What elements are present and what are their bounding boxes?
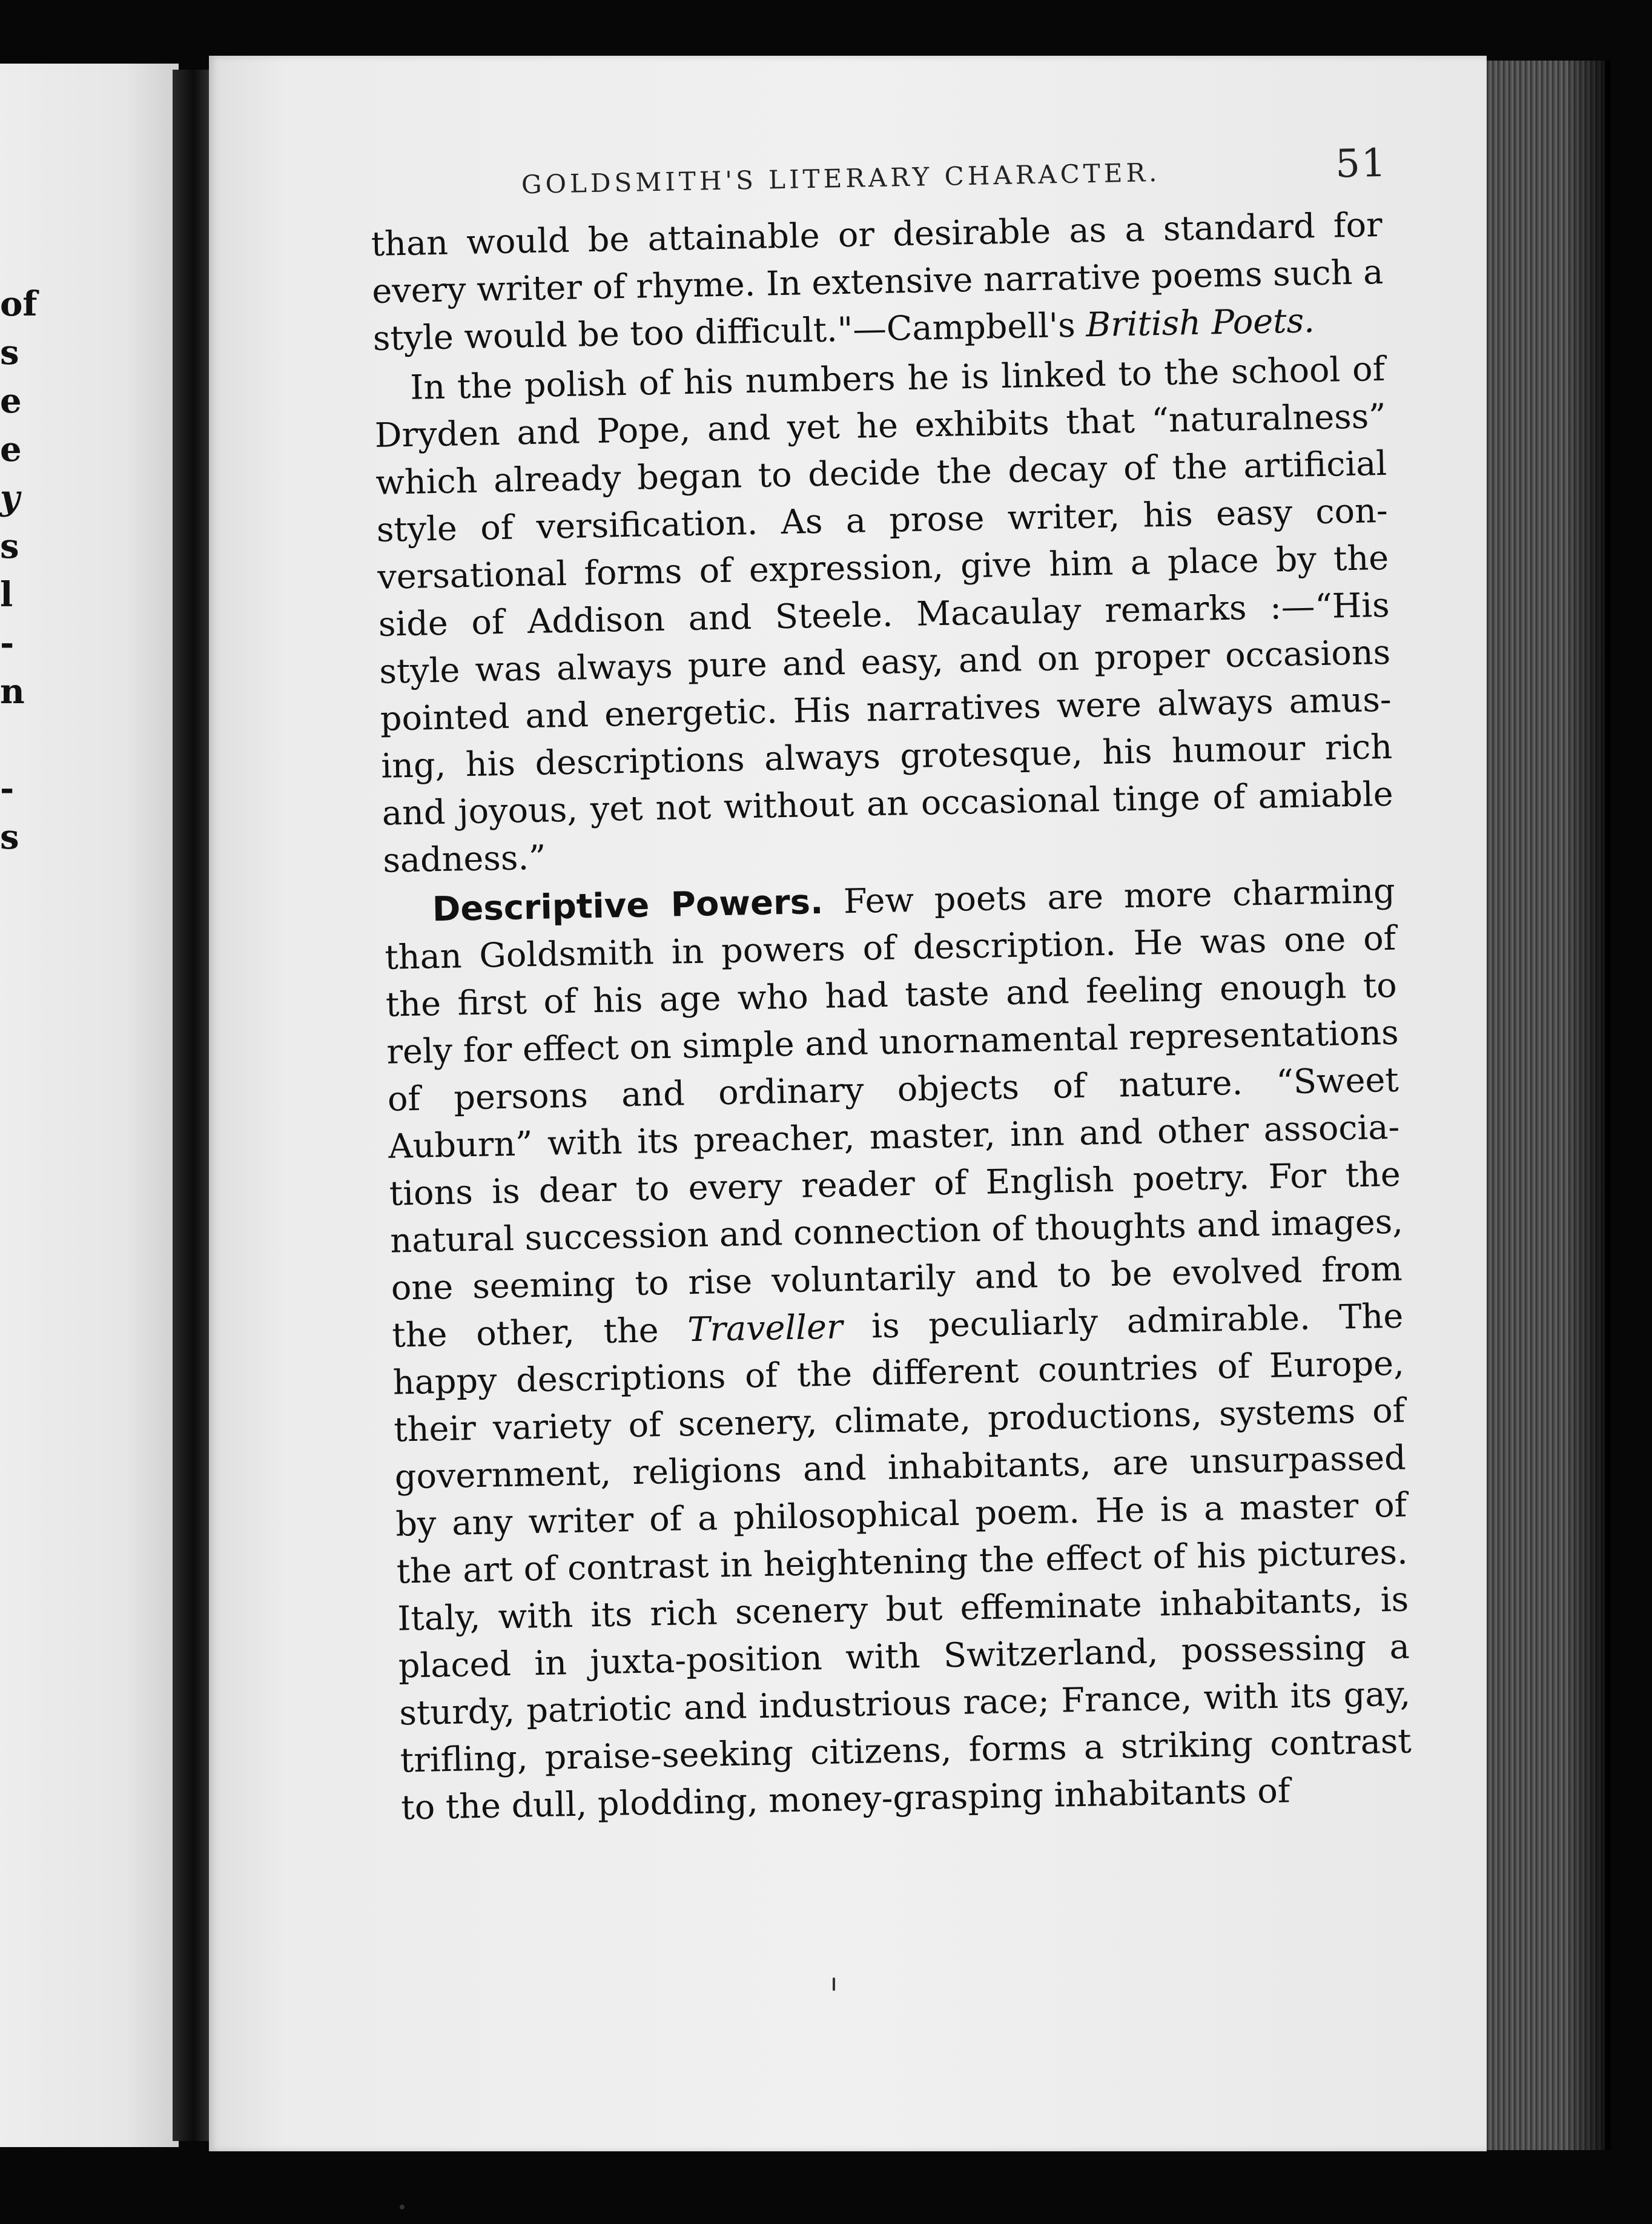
text-line: Auburn” with its preacher, master, inn and other associa-: [388, 1107, 1400, 1167]
fragment: e: [0, 381, 22, 421]
fragment: y: [0, 478, 20, 518]
text-line: happy descriptions of the different countries of Europe,: [392, 1343, 1405, 1403]
text-line: ing, his descriptions always grotesque, his humour rich: [380, 727, 1393, 786]
paragraph: [371, 202, 1384, 363]
text-line: versational forms of expression, give him a place by the: [377, 538, 1389, 597]
fragment: s: [0, 526, 19, 566]
text-line: pointed and energetic. His narratives were always amus-: [380, 680, 1392, 739]
page-text-block: [369, 135, 1413, 1835]
paragraph: [374, 346, 1395, 885]
fragment: -: [0, 769, 15, 809]
text-line: the art of contrast in heightening the effect of his pictures.: [396, 1532, 1409, 1592]
fragment: s: [0, 817, 19, 857]
fragment: of: [0, 284, 38, 324]
text-line: Dryden and Pope, and yet he exhibits that “naturalness”: [374, 396, 1387, 455]
text-line: and joyous, yet not without an occasional tinge of amiable: [382, 774, 1394, 833]
text-line: the first of his age who had taste and feeling enough to: [385, 965, 1398, 1025]
text-line: every writer of rhyme. In extensive narrative poems such a: [371, 252, 1384, 311]
left-page-edge: [0, 64, 179, 2147]
text-line: their variety of scenery, climate, productions, systems of: [393, 1391, 1406, 1450]
text-line: sturdy, patriotic and industrious race; France, with its gay,: [398, 1674, 1411, 1733]
page-edges-shadow: [1568, 61, 1611, 2150]
left-page-text-fragments: [0, 280, 38, 861]
italic-title: Traveller: [687, 1307, 844, 1350]
text-line: placed in juxta-position with Switzerland, possessing a: [398, 1627, 1410, 1686]
fragment: n: [0, 672, 25, 712]
text-line: In the polish of his numbers he is linked to the school of: [409, 349, 1386, 408]
paragraph: [383, 868, 1413, 1832]
body-text: [371, 202, 1413, 1835]
text-line: trifling, praise-seeking citizens, forms a striking contrast: [400, 1721, 1412, 1781]
fragment: e: [0, 429, 22, 469]
text-line: style of versification. As a prose writer, his easy con-: [376, 491, 1389, 550]
text-line: sadness.”: [382, 838, 547, 881]
text-line: the other, the Traveller is peculiarly admirable. The: [391, 1296, 1404, 1355]
text-line: Italy, with its rich scenery but effeminate inhabitants, is: [397, 1580, 1409, 1639]
fragment: [0, 716, 24, 764]
side-heading: Descriptive Powers.: [432, 882, 824, 930]
fragment: s: [0, 333, 19, 372]
text-line: style would be too difficult."—Campbell's British Poets.: [372, 301, 1315, 359]
scan-speck: [833, 1977, 835, 1991]
text-line: tions is dear to every reader of English poetry. For the: [389, 1154, 1401, 1214]
text-line: rely for effect on simple and unornamental representations: [386, 1013, 1399, 1072]
page-number: 51: [1335, 141, 1388, 187]
text-line: to the dull, plodding, money-grasping inhabitants of: [400, 1771, 1290, 1828]
running-head: GOLDSMITH'S LITERARY CHARACTER.: [521, 157, 1161, 200]
text-line: style was always pure and easy, and on proper occasions: [378, 632, 1391, 692]
text-line: of persons and ordinary objects of nature. “Sweet: [387, 1060, 1399, 1119]
text-line: government, religions and inhabitants, are unsurpassed: [394, 1438, 1407, 1497]
text-line: Descriptive Powers. Few poets are more charming: [432, 871, 1396, 930]
fragment: -: [0, 623, 15, 663]
text-line: side of Addison and Steele. Macaulay remarks :—“His: [378, 585, 1390, 644]
text-line: natural succession and connection of thoughts and images,: [389, 1202, 1404, 1261]
text-line: which already began to decide the decay of the artificial: [375, 443, 1387, 503]
scan-speck: [400, 2205, 405, 2209]
text-line: than would be attainable or desirable as a standard for: [371, 205, 1383, 264]
italic-title: British Poets.: [1085, 301, 1315, 345]
text-line: one seeming to rise voluntarily and to be evolved from: [391, 1249, 1403, 1308]
text-line: by any writer of a philosophical poem. He is a master of: [395, 1485, 1407, 1544]
text-line: than Goldsmith in powers of description. He was one of: [384, 918, 1396, 978]
fragment: l: [0, 575, 13, 615]
